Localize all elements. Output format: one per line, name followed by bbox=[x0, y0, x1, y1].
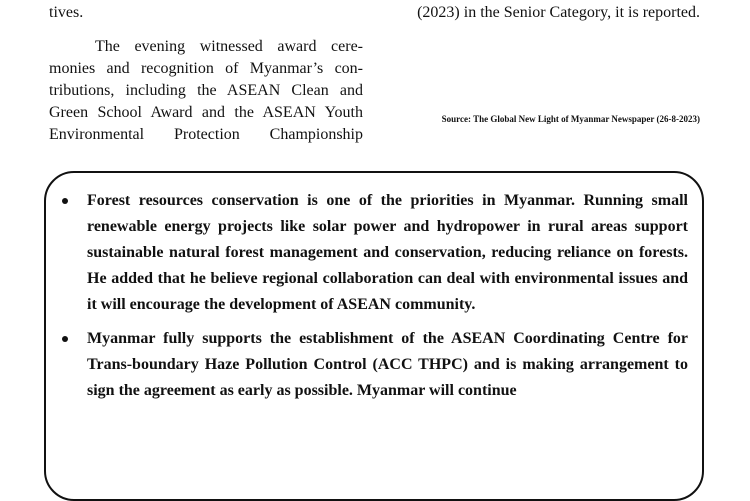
left-column-fragment: tives. bbox=[49, 4, 84, 21]
bullet-icon bbox=[62, 198, 68, 204]
bullet-text: Myanmar fully supports the establishment of the ASEAN Coordinating Centre for Trans-boundary Haze Pollution Control (ACC THPC) and is making arrangement to sign the agreement as early as possible. Myanmar will continue bbox=[87, 330, 688, 399]
list-item bbox=[62, 326, 688, 404]
source-citation: Source: The Global New Light of Myanmar Newspaper (26-8-2023) bbox=[441, 114, 700, 124]
paragraph-line: monies and recognition of Myanmar’s con- bbox=[49, 60, 363, 77]
list-item bbox=[62, 188, 688, 318]
bullet-list bbox=[62, 188, 688, 412]
paragraph-line: The evening witnessed award cere- bbox=[95, 38, 363, 55]
paragraph-line: Green School Award and the ASEAN Youth bbox=[49, 104, 363, 121]
bullet-text: Forest resources conservation is one of the priorities in Myanmar. Running small renewable energy projects like solar power and hydropower in rural areas support sustainable natural forest management and conservation, reducing reliance on forests. He added that he believe regional collaboration can deal with environmental issues and it will encourage the development of ASEAN community. bbox=[87, 192, 688, 313]
right-column-fragment: (2023) in the Senior Category, it is reported. bbox=[417, 4, 700, 21]
award-paragraph bbox=[49, 36, 363, 146]
paragraph-line: tributions, including the ASEAN Clean and bbox=[49, 82, 363, 99]
bullet-icon bbox=[62, 336, 68, 342]
paragraph-line: Environmental Protection Championship bbox=[49, 126, 363, 143]
